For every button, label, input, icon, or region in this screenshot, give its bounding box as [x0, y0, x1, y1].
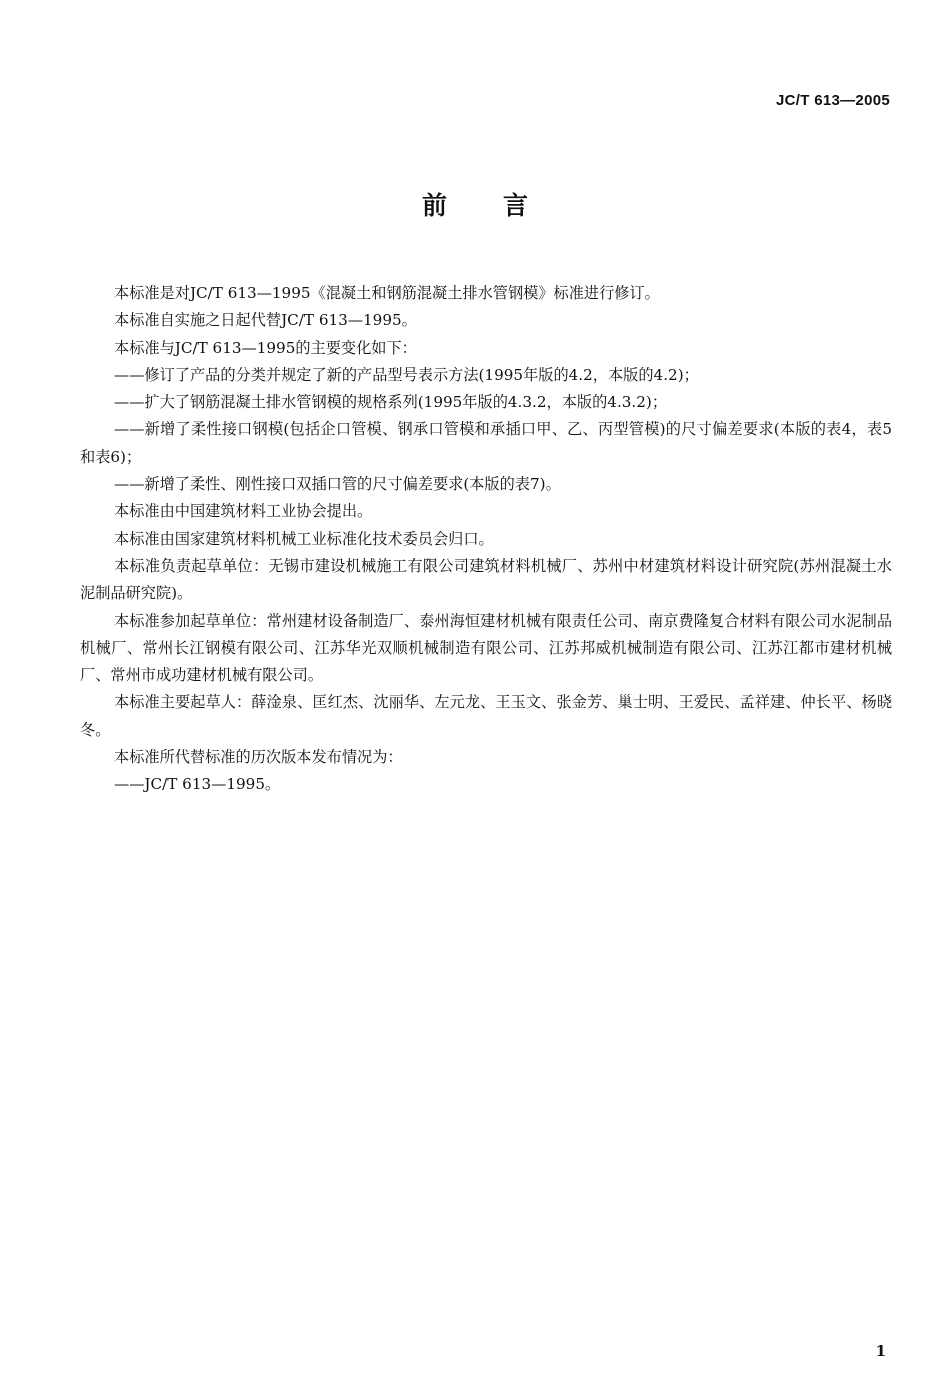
paragraph-committee: 本标准由国家建筑材料机械工业标准化技术委员会归口。 — [114, 529, 494, 548]
standard-code: JC/T 613—2005 — [776, 92, 890, 109]
paragraph-revision: 本标准是对JC/T 613—1995《混凝土和钢筋混凝土排水管钢模》标准进行修订。 — [114, 284, 660, 302]
paragraph-changes-intro: 本标准与JC/T 613—1995的主要变化如下： — [114, 338, 417, 357]
paragraph-replaces: 本标准自实施之日起代替JC/T 613—1995。 — [114, 311, 417, 330]
paragraph-change-item: ——扩大了钢筋混凝土排水管钢模的规格系列(1995年版的4.3.2，本版的4.3.2)； — [114, 393, 668, 412]
paragraph-responsible-drafters: 本标准负责起草单位：无锡市建设机械施工有限公司建筑材料机械厂、苏州中材建筑材料设计研究院(苏州混凝土水泥制品研究院)。 — [80, 556, 892, 603]
paragraph-change-item: ——修订了产品的分类并规定了新的产品型号表示方法(1995年版的4.2，本版的4.2)； — [114, 365, 699, 384]
page-number: 1 — [875, 1342, 886, 1360]
paragraph-change-item: ——新增了柔性接口钢模(包括企口管模、钢承口管模和承插口甲、乙、丙型管模)的尺寸偏差要求(本版的表4，表5和表6)； — [80, 420, 892, 466]
paragraph-history-item: ——JC/T 613—1995。 — [114, 775, 281, 794]
foreword-body — [80, 280, 892, 799]
page-title: 前言 — [421, 191, 584, 220]
paragraph-history-intro: 本标准所代替标准的历次版本发布情况为： — [114, 748, 403, 767]
paragraph-proposer: 本标准由中国建筑材料工业协会提出。 — [114, 502, 373, 521]
paragraph-main-drafters: 本标准主要起草人：薛淦泉、匡红杰、沈丽华、左元龙、王玉文、张金芳、巢士明、王爱民、孟祥建、仲长平、杨晓冬。 — [80, 693, 892, 739]
paragraph-change-item: ——新增了柔性、刚性接口双插口管的尺寸偏差要求(本版的表7)。 — [114, 475, 561, 494]
paragraph-participating-drafters: 本标准参加起草单位：常州建材设备制造厂、泰州海恒建材机械有限责任公司、南京费隆复合材料有限公司水泥制品机械厂、常州长江钢模有限公司、江苏华光双顺机械制造有限公司、江苏邦威机械制造有限公司、江苏江都市建材机械厂、常州市成功建材机械有限公司。 — [80, 611, 892, 685]
